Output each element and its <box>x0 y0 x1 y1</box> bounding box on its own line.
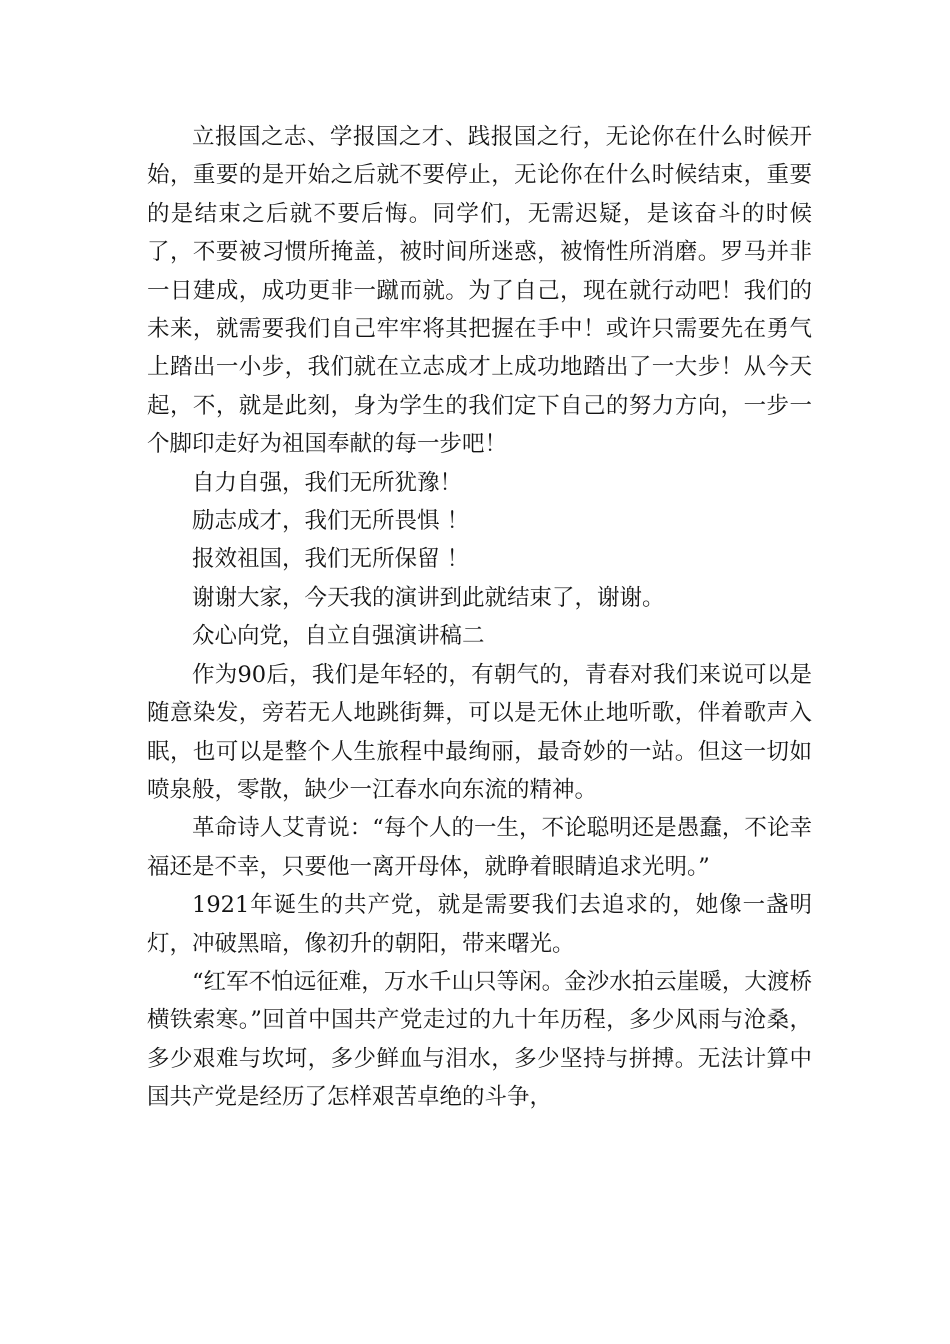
document-body <box>147 118 812 1117</box>
paragraph-slogan-self-reliance: 自力自强，我们无所犹豫！ <box>192 469 463 496</box>
paragraph-party-founding: 1921年诞生的共产党，就是需要我们去追求的，她像一盏明灯，冲破黑暗，像初升的朝阳，带来曙光。 <box>147 892 812 957</box>
paragraph-youth: 作为90后，我们是年轻的，有朝气的，青春对我们来说可以是随意染发，旁若无人地跳街舞，可以是无休止地听歌，伴着歌声入眠，也可以是整个人生旅程中最绚丽，最奇妙的一站。但这一切如喷泉般，零散，缺少一江春水向东流的精神。 <box>147 661 812 803</box>
section-heading-speech-two: 众心向党，自立自强演讲稿二 <box>192 623 485 650</box>
paragraph-slogan-aspire: 励志成才，我们无所畏惧 ！ <box>192 508 470 535</box>
paragraph-thanks: 谢谢大家，今天我的演讲到此就结束了，谢谢。 <box>192 584 665 611</box>
paragraph-slogan-serve-country: 报效祖国，我们无所保留 ！ <box>192 546 470 573</box>
paragraph-long-march-poem: “红军不怕远征难，万水千山只等闲。金沙水拍云崖暖，大渡桥横铁索寒。”回首中国共产党走过的九十年历程，多少风雨与沧桑，多少艰难与坎坷，多少鲜血与泪水，多少坚持与拼搏。无法计算中国共产党是经历了怎样艰苦卓绝的斗争， <box>147 968 812 1111</box>
paragraph-aspiration: 立报国之志、学报国之才、践报国之行，无论你在什么时候开始，重要的是开始之后就不要停止，无论你在什么时候结束，重要的是结束之后就不要后悔。同学们，无需迟疑，是该奋斗的时候了，不要被习惯所掩盖，被时间所迷惑，被惰性所消磨。罗马并非一日建成，成功更非一蹴而就。为了自己，现在就行动吧！我们的未来，就需要我们自己牢牢将其把握在手中！或许只需要先在勇气上踏出一小步，我们就在立志成才上成功地踏出了一大步！从今天起，不，就是此刻，身为学生的我们定下自己的努力方向，一步一个脚印走好为祖国奉献的每一步吧！ <box>147 124 812 458</box>
paragraph-poet-quote: 革命诗人艾青说：“每个人的一生，不论聪明还是愚蠢，不论幸福还是不幸，只要他一离开母体，就睁着眼睛追求光明。” <box>147 815 812 880</box>
